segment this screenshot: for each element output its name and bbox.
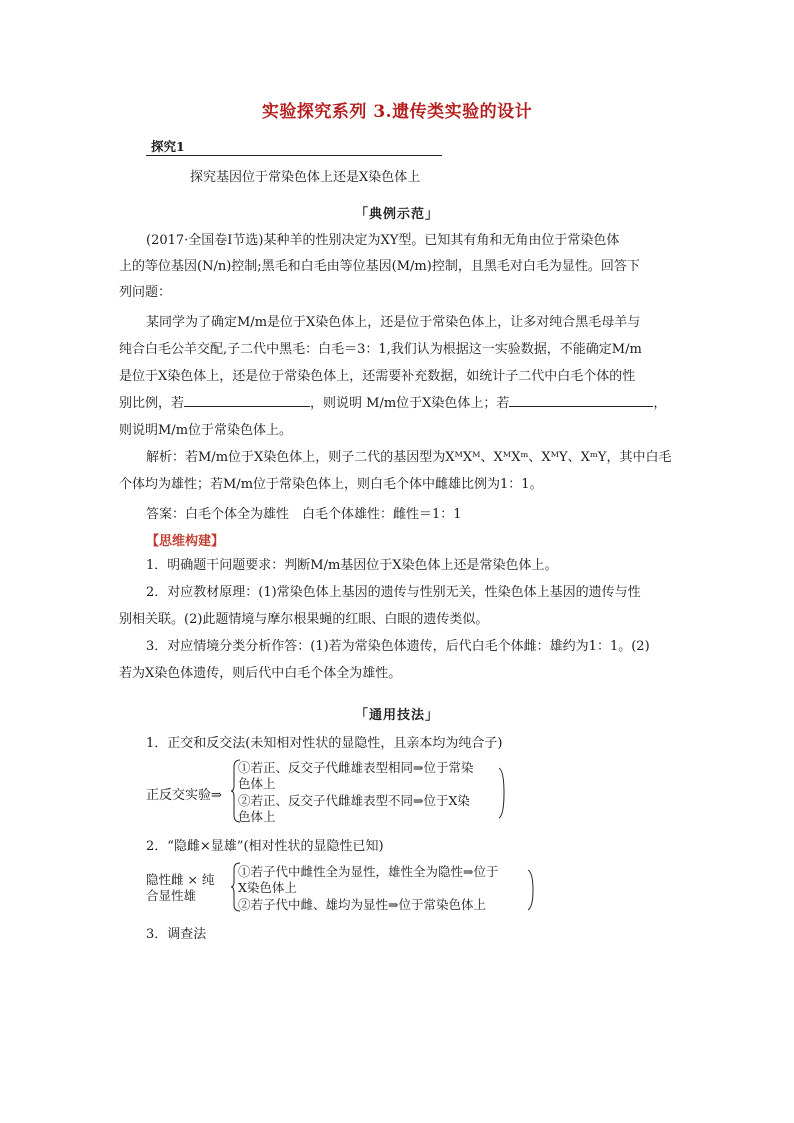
question-line-3: 列问题： [119, 285, 172, 300]
question-line-8: 则说明M/m位于常染色体上。 [119, 423, 293, 438]
question-line-6: 是位于X染色体上，还是位于常染色体上，还需要补充数据，如统计子二代中白毛个体的性 [119, 369, 636, 384]
method-1-option-2b: 色体上 [238, 809, 276, 824]
header-methods: 「通用技法」 [354, 708, 439, 723]
question-line-7-part-c: ， [653, 396, 667, 411]
question-line-5: 纯合白毛公羊交配,子二代中黑毛：白毛＝3：1,我们认为根据这一实验数据，不能确定M/m [119, 342, 642, 357]
section-subtitle: 探究基因位于常染色体上还是X染色体上 [190, 170, 421, 185]
method-2-option-1a: ①若子代中雌性全为显性，雄性全为隐性⇒位于 [238, 864, 499, 879]
question-line-7-part-a: 别比例，若 [119, 396, 185, 411]
method-1-label: 正反交实验⇒ [146, 788, 222, 803]
section-label: 探究1 [151, 139, 185, 154]
thinking-step-2-line-1: 2．对应教材原理：(1)常染色体上基因的遗传与性别无关，性染色体上基因的遗传与性 [146, 585, 641, 600]
page-title: 实验探究系列 3.遗传类实验的设计 [261, 102, 533, 122]
question-line-4: 某同学为了确定M/m是位于X染色体上，还是位于常染色体上，让多对纯合黑毛母羊与 [146, 315, 641, 330]
tag-thinking: 【思维构建】 [146, 534, 225, 549]
method-1-option-2a: ②若正、反交子代雌雄表型不同⇒位于X染 [238, 793, 470, 808]
question-line-7 [119, 391, 666, 417]
thinking-step-3-line-2: 若为X染色体遗传，则后代中白毛个体全为雄性。 [119, 666, 402, 681]
analysis-line-2: 个体均为雄性；若M/m位于常染色体上，则白毛个体中雌雄比例为1：1。 [119, 477, 543, 492]
method-1-title: 1．正交和反交法(未知相对性状的显隐性，且亲本均为纯合子) [146, 736, 503, 751]
method-2-label-line-2: 合显性雄 [146, 888, 197, 903]
thinking-step-2-line-2: 别相关联。(2)此题情境与摩尔根果蝇的红眼、白眼的遗传类似。 [119, 612, 489, 627]
analysis-line-1: 解析：若M/m位于X染色体上，则子二代的基因型为XᴹXᴹ、XᴹXᵐ、XᴹY、XᵐY，其中白毛 [146, 450, 672, 465]
method-1-option-1a: ①若正、反交子代雌雄表型相同⇒位于常染 [238, 760, 474, 775]
method-2-option-2: ②若子代中雌、雄均为显性⇒位于常染色体上 [238, 897, 486, 912]
method-2-option-1b: X染色体上 [238, 880, 297, 895]
right-bracket-icon [498, 767, 506, 819]
header-examples: 「典例示范」 [354, 207, 439, 222]
question-line-2: 上的等位基因(N/n)控制;黑毛和白毛由等位基因(M/m)控制，且黑毛对白毛为显性。回答下 [119, 259, 640, 274]
section-divider [146, 155, 442, 156]
answer-blank-1[interactable] [184, 392, 310, 407]
method-1-option-1b: 色体上 [238, 776, 276, 791]
method-2-title: 2．“隐雌×显雄”(相对性状的显隐性已知) [146, 839, 384, 854]
thinking-step-1: 1．明确题干问题要求：判断M/m基因位于X染色体上还是常染色体上。 [146, 558, 558, 573]
thinking-step-3-line-1: 3．对应情境分类分析作答：(1)若为常染色体遗传，后代白毛个体雌：雄约为1：1。(2) [146, 639, 650, 654]
answer-blank-2[interactable] [509, 392, 653, 407]
question-line-1: (2017·全国卷Ⅰ节选)某种羊的性别决定为XY型。已知其有角和无角由位于常染色体 [146, 233, 620, 248]
answer-line: 答案：白毛个体全为雄性 白毛个体雄性：雌性＝1：1 [146, 507, 462, 522]
method-2-label-line-1: 隐性雌 × 纯 [146, 872, 215, 887]
question-line-7-part-b: ，则说明 M/m位于X染色体上；若 [310, 396, 510, 411]
right-bracket-icon-2 [527, 869, 535, 911]
method-3-title: 3．调查法 [146, 927, 207, 942]
